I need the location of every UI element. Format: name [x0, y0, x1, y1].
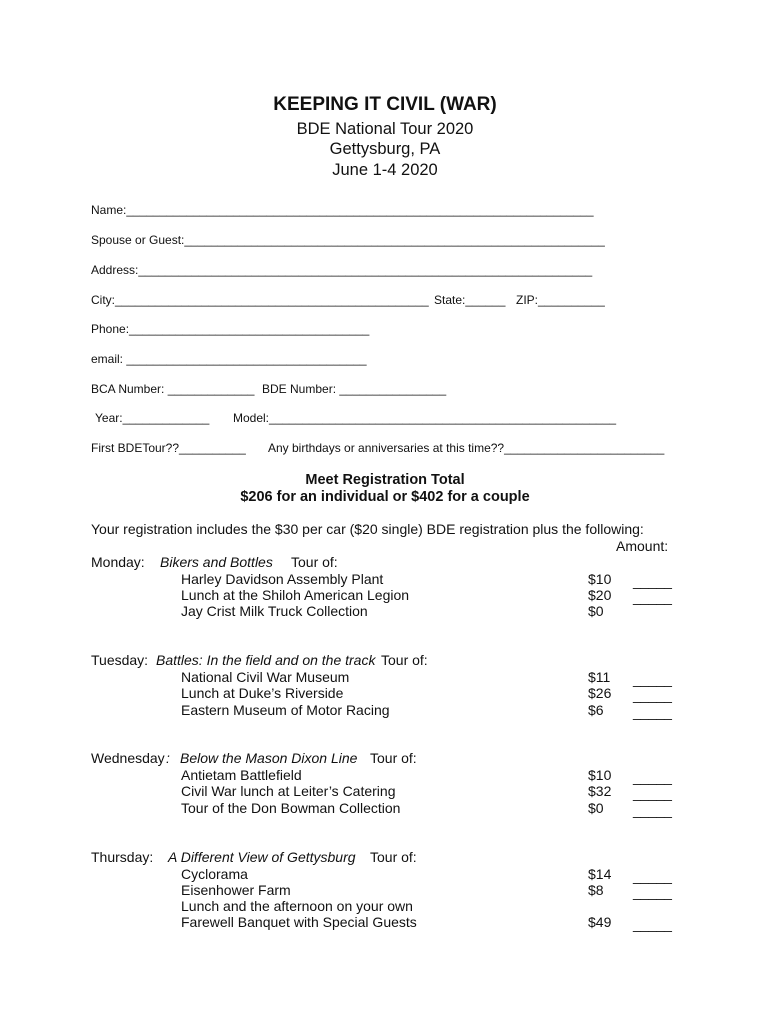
state-field[interactable]: State:______ [434, 293, 506, 307]
amount-blank[interactable]: _____ [633, 573, 672, 589]
tuesday-theme: Battles: In the field and on the track [156, 652, 376, 668]
monday-tour-label: Tour of: [291, 554, 338, 570]
list-item: Tour of the Don Bowman Collection [181, 800, 401, 816]
subtitle-event: BDE National Tour 2020 [296, 120, 474, 138]
price: $6 [588, 702, 604, 718]
bca-number-field[interactable]: BCA Number: _____________ [91, 382, 255, 396]
wednesday-tour-label: Tour of: [370, 750, 417, 766]
amount-blank[interactable]: _____ [633, 704, 672, 720]
year-field[interactable]: Year:_____________ [95, 411, 210, 425]
model-field[interactable]: Model:____________________________________________________ [233, 411, 617, 425]
amount-blank[interactable]: _____ [633, 916, 672, 932]
meet-heading: Meet Registration Total [305, 472, 465, 488]
zip-field[interactable]: ZIP:__________ [516, 293, 605, 307]
amount-blank[interactable]: _____ [633, 884, 672, 900]
thursday-tour-label: Tour of: [370, 849, 417, 865]
subtitle-dates: June 1-4 2020 [332, 161, 438, 179]
meet-price: $206 for an individual or $402 for a couple [240, 489, 530, 505]
monday-label: Monday: [91, 554, 145, 570]
list-item: Harley Davidson Assembly Plant [181, 571, 384, 587]
amount-blank[interactable]: _____ [633, 802, 672, 818]
list-item: Civil War lunch at Leiter’s Catering [181, 783, 396, 799]
price: $10 [588, 767, 612, 783]
list-item: Eastern Museum of Motor Racing [181, 702, 390, 718]
city-field[interactable]: City:_______________________________________________ [91, 293, 429, 307]
amount-blank[interactable]: _____ [633, 589, 672, 605]
amount-blank[interactable]: _____ [633, 671, 672, 687]
wednesday-theme: Below the Mason Dixon Line [180, 750, 358, 766]
email-field[interactable]: email: ____________________________________ [91, 352, 367, 366]
wednesday-colon: : [166, 750, 170, 766]
spouse-field[interactable]: Spouse or Guest:_______________________________________________________________ [91, 233, 605, 247]
price: $8 [588, 882, 604, 898]
thursday-label: Thursday: [91, 849, 154, 865]
phone-field[interactable]: Phone:____________________________________ [91, 322, 370, 336]
monday-theme: Bikers and Bottles [160, 554, 273, 570]
tuesday-tour-label: Tour of: [381, 652, 428, 668]
name-field[interactable]: Name:______________________________________________________________________ [91, 203, 594, 217]
thursday-theme: A Different View of Gettysburg [168, 849, 356, 865]
price: $26 [588, 685, 612, 701]
amount-blank[interactable]: _____ [633, 687, 672, 703]
list-item: Jay Crist Milk Truck Collection [181, 603, 368, 619]
birthday-field[interactable]: Any birthdays or anniversaries at this time??________________________ [268, 441, 665, 455]
amount-blank[interactable]: _____ [633, 785, 672, 801]
list-item: Lunch at Duke’s Riverside [181, 685, 344, 701]
tuesday-label: Tuesday: [91, 652, 149, 668]
registration-intro: Your registration includes the $30 per car ($20 single) BDE registration plus the following: [91, 521, 644, 537]
wednesday-label: Wednesday [91, 750, 165, 766]
price: $20 [588, 587, 612, 603]
amount-label: Amount: [616, 538, 669, 554]
list-item: Antietam Battlefield [181, 767, 302, 783]
list-item: Lunch at the Shiloh American Legion [181, 587, 410, 603]
subtitle-location: Gettysburg, PA [329, 140, 441, 158]
amount-blank[interactable]: _____ [633, 868, 672, 884]
price: $10 [588, 571, 612, 587]
price: $11 [588, 669, 611, 685]
first-tour-field[interactable]: First BDETour??__________ [91, 441, 246, 455]
list-item: National Civil War Museum [181, 669, 350, 685]
price: $14 [588, 866, 612, 882]
bde-number-field[interactable]: BDE Number: ________________ [262, 382, 447, 396]
amount-blank[interactable]: _____ [633, 769, 672, 785]
price: $49 [588, 914, 612, 930]
price: $32 [588, 783, 612, 799]
list-item: Eisenhower Farm [181, 882, 291, 898]
address-field[interactable]: Address:____________________________________________________________________ [91, 263, 593, 277]
page-title: KEEPING IT CIVIL (WAR) [273, 94, 497, 115]
price: $0 [588, 603, 604, 619]
list-item: Lunch and the afternoon on your own [181, 898, 413, 914]
list-item: Cyclorama [181, 866, 248, 882]
price: $0 [588, 800, 604, 816]
list-item: Farewell Banquet with Special Guests [181, 914, 417, 930]
